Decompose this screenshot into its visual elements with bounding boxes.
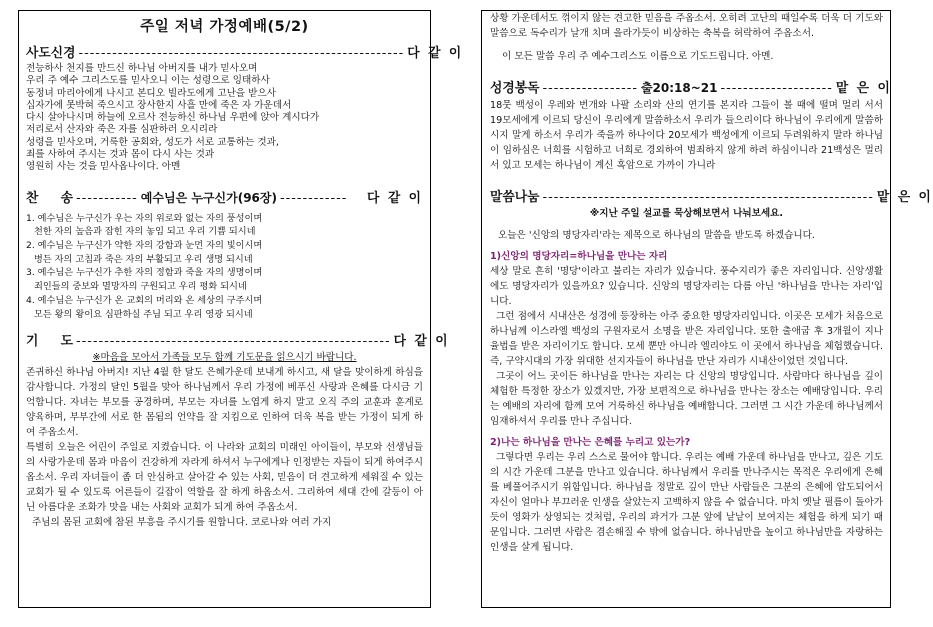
prayer-dashes: -------------------------------------------------------- [76, 334, 391, 350]
creed-text [26, 63, 423, 174]
prayer-paragraph: 특별히 오늘은 어린이 주일로 지켰습니다. 이 나라와 교회의 미래인 아이들이, 부모와 선생님들의 사랑가운데 몸과 마음이 건강하게 자라게 하셔서 누구에게나 인정받는 자들이 되게 하여주시옵소서. 우리 자녀들이 좀 더 안심하고 살아갈 수 있는 사회, 믿음이 더 견고하게 세워질 수 있는 교회가 될 수 있도록 어른들이 길잡이 역할을 잘 하게 하옵소서. 그리하여 세대 간에 갈등이 아닌 아름다운 조화가 맛을 내는 사회와 교회가 되게 하여 주옵소서. [26, 442, 423, 514]
hymn-verse-line: 1. 예수님은 누구신가 우는 자의 위로와 없는 자의 풍성이며 [26, 212, 263, 224]
sermon-who: 맡 은 이 [876, 190, 933, 205]
hymn-verses [26, 212, 423, 322]
prayer-who: 다 같 이 [393, 334, 450, 350]
hymn-verse-line: 죄인들의 중보와 멸망자의 구원되고 우리 평화 되시네 [34, 281, 247, 293]
point2-title: 2)나는 하나님을 만나는 은혜를 누리고 있는가? [490, 437, 691, 448]
hymn-dashes-right: ------------ [279, 190, 348, 206]
hymn-title: 예수님은 누구신가(96장) [140, 190, 277, 205]
hymn-who: 다 같 이 [367, 190, 423, 206]
page-title: 주일 저녁 가정예배(5/2) [140, 19, 309, 35]
prayer-note: ※마음을 모아서 가족들 모두 함께 기도문을 읽으시기 바랍니다. [92, 352, 357, 364]
reading-reference: 출20:18~21 [640, 81, 718, 95]
creed-line: 전능하사 천지를 만드신 하나님 아버지를 내가 믿사오며 [26, 63, 258, 74]
hymn-verse-line: 2. 예수님은 누구신가 약한 자의 강함과 눈먼 자의 빛이시며 [26, 240, 263, 252]
hymn-header [26, 187, 423, 206]
prayer-heading: 기 도 [26, 334, 73, 350]
prayer-paragraph: 존귀하신 하나님 아버지! 지난 4월 한 달도 은혜가운데 보내게 하시고, 새 달을 맞이하게 하심을 감사합니다. 가정의 달인 5월을 맞아 하나님께서 우리 가정에 베푸신 사랑과 은혜를 다시금 기억합니다. 자녀는 부모를 공경하며, 부모는 자녀를 노엽게 하지 말고 오직 주의 교훈과 훈계로 양육하며, 부부간에 서로 한 몸됨의 언약을 잘 지킴으로 인하여 더욱 복을 받는 가정이 되게 하여 주옵소서. [26, 367, 423, 439]
hymn-heading: 찬 송 [26, 190, 73, 206]
point1-paragraph: 그런 점에서 시내산은 성경에 등장하는 아주 중요한 명당자리입니다. 이곳은 모세가 처음으로 하나님께 이스라엘 백성의 구원자로서 소명을 받은 자리입니다. 또한 출애굽 후 3개월이 지나 율법을 받은 자리이기도 합니다. 모세 뿐만 아니라 엘리야도 이 곳에서 하나님을 체험했습니다. 즉, 구약시대의 가장 위대한 선지자들이 하나님을 만난 자리가 시내산이었던 것입니다. [490, 311, 883, 367]
sermon-dashes: ----------------------------------------------------------- [542, 190, 874, 205]
hymn-verse-line: 3. 예수님은 누구신가 추한 자의 정함과 죽을 자의 생명이며 [26, 267, 263, 279]
reading-header [490, 77, 892, 96]
creed-line: 성령을 믿사오며, 거룩한 공회와, 성도가 서로 교통하는 것과, [26, 136, 279, 148]
creed-dashes: ---------------------------------------------------------- [78, 46, 405, 61]
creed-line: 우리 주 예수 그리스도를 믿사오니 이는 성령으로 잉태하사 [26, 75, 270, 87]
creed-line: 죄를 사하여 주시는 것과 몸이 다시 사는 것과 [26, 149, 215, 161]
scripture-text: 18뭇 백성이 우레와 번개와 나팔 소리와 산의 연기를 본지라 그들이 볼 때에 떨며 멀리 서서 19모세에게 이르되 당신이 우리에게 말씀하소서 우리가 들으리이다 하나님이 우리에게 말씀하시지 말게 하소서 우리가 죽을까 하나이다 20모세가 백성에게 이르되 두려워하지 말라 하나님이 임하심은 너희를 시험하고 너희로 경외하여 범죄하지 않게 하려 하심이니라 21백성은 멀리 서 있고 모세는 하나님이 계신 흑암으로 가까이 가니라 [490, 100, 883, 171]
creed-header [26, 42, 464, 61]
prayer-continuation: 상황 가운데서도 꺾이지 않는 견고한 믿음을 주옵소서. 오히려 고난의 때일수록 더욱 더 기도와 말씀으로 독수리가 날개 치며 올라가듯이 비상하는 축복을 허락하여 주옵소서. [490, 13, 883, 39]
reading-heading: 성경봉독 [490, 81, 540, 96]
left-page [18, 10, 464, 608]
sermon-header [490, 186, 933, 205]
prayer-header [26, 330, 450, 350]
hymn-verse-line: 모든 왕의 왕이요 심판하실 주님 되고 우리 영광 되시네 [34, 308, 253, 320]
reading-dashes-right: -------------------- [720, 81, 833, 96]
sermon-intro: 오늘은 '신앙의 명당자리'라는 제목으로 하나님의 말씀을 받도록 하겠습니다. [498, 230, 815, 241]
sermon-note: ※지난 주일 설교를 묵상해보면서 나눠보세요. [589, 208, 784, 219]
creed-line: 다시 살아나시며 하늘에 오르사 전능하신 하나님 우편에 앉아 계시다가 [26, 112, 320, 124]
sermon-heading: 말씀나눔 [490, 190, 540, 205]
point1-title: 1)신앙의 명당자리=하나님을 만나는 자리 [490, 251, 668, 262]
creed-heading: 사도신경 [26, 46, 76, 61]
point1-paragraph: 세상 말로 흔히 '명당'이라고 불리는 자리가 있습니다. 풍수지리가 좋은 자리입니다. 신앙생활에도 명당자리가 있을까요? 있습니다. 신앙의 명당자리는 다름 아닌 '하나님을 만나는 자리'입니다. [490, 266, 883, 307]
creed-line: 십자가에 못박혀 죽으시고 장사한지 사흘 만에 죽은 자 가운데서 [26, 99, 292, 111]
creed-line: 저리로서 산자와 죽은 자를 심판하러 오시리라 [26, 124, 218, 136]
creed-line: 영원히 사는 것을 믿사옵나이다. 아멘 [26, 161, 181, 173]
right-page [481, 10, 933, 608]
prayer-paragraph: 주님의 몸된 교회에 참된 부흥을 주시기를 원합니다. 코로나와 여러 가지 [32, 517, 332, 529]
point1-paragraph: 그곳이 어느 곳이든 하나님을 만나는 자리는 다 신앙의 명당입니다. 사람마다 하나님을 깊이 체험한 특정한 장소가 있겠지만, 가장 보편적으로 하나님을 만나는 장소는 예배당입니다. 우리는 예배의 자리에 함께 모여 거룩하신 하나님을 예배합니다. 그러면 그 시간 가운데 하나님께서 임재하셔서 우리를 만나 주십니다. [490, 371, 883, 427]
reading-who: 맡 은 이 [835, 81, 892, 96]
creed-line: 동정녀 마리아에게 나시고 본디오 빌라도에게 고난을 받으사 [26, 87, 276, 99]
hymn-verse-line: 4. 예수님은 누구신가 온 교회의 머리와 온 세상의 구주시며 [26, 294, 263, 306]
creed-who: 다 같 이 [407, 46, 464, 61]
hymn-verse-line: 병든 자의 고침과 죽은 자의 부활되고 우리 생명 되시네 [34, 253, 253, 265]
hymn-dashes-left: ----------- [76, 190, 138, 206]
reading-dashes-left: ----------------- [542, 81, 638, 96]
prayer-closing: 이 모든 말씀 우리 주 예수그리스도 이름으로 기도드립니다. 아멘. [502, 51, 774, 62]
hymn-verse-line: 천한 자의 높음과 잡힌 자의 놓임 되고 우리 기쁨 되시네 [34, 226, 256, 238]
point2-paragraph: 그렇다면 우리는 우리 스스로 물어야 합니다. 우리는 예배 가운데 하나님을 만나고, 깊은 기도의 시간 가운데 그분을 만나고 있습니다. 하나님께서 우리를 만나주시는 목적은 우리에게 은혜를 베풀어주시기 위함입니다. 하나님을 정말로 깊이 만난 사람들은 그분의 은혜에 압도되어서 자신이 얼마나 부끄러운 인생을 살았는지 고백하지 않을 수 없습니다. 마치 옛날 필름이 돌아가듯이 영화가 상영되는 것처럼, 우리의 과거가 그분 앞에 낱낱이 보여지는 체험을 하게 되기 때문입니다. 그러면 사람은 겸손해질 수 밖에 없습니다. 하나님만을 높이고 하나님만을 자랑하는 인생을 살게 됩니다. [490, 452, 883, 553]
